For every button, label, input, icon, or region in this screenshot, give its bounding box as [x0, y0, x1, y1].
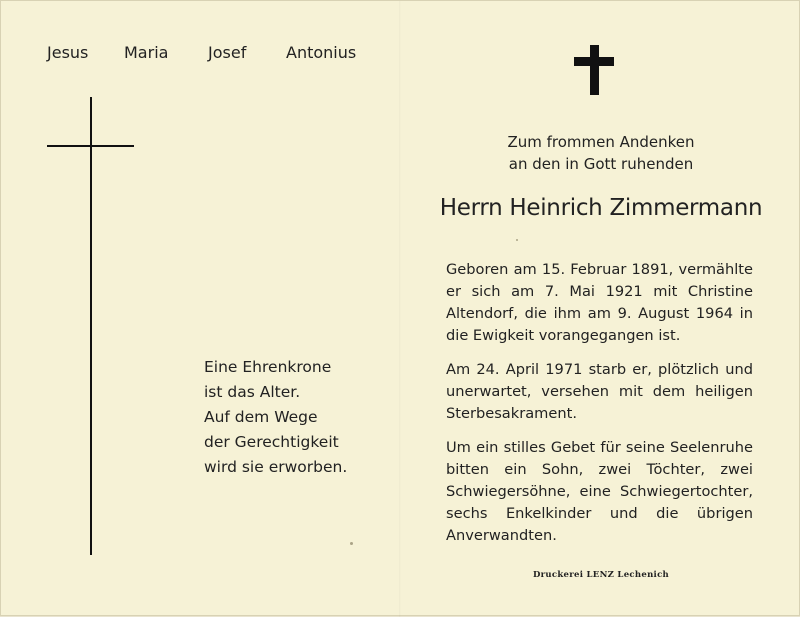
paper-speck	[350, 542, 353, 545]
small-cross-horizontal	[574, 57, 614, 66]
deceased-name: Herrn Heinrich Zimmermann	[439, 195, 763, 221]
verse-line: Auf dem Wege	[204, 408, 318, 426]
paper-speck	[516, 239, 518, 241]
biography	[446, 259, 753, 559]
name-maria: Maria	[124, 43, 169, 62]
bio-paragraph: Um ein stilles Gebet für seine Seelenruhe bitten ein Sohn, zwei Töchter, zwei Schwiegersöhne, eine Schwiegertochter, sechs Enkelkinder und die übrigen Anverwandten.	[446, 439, 753, 544]
verse	[204, 355, 384, 480]
verse-line: wird sie erworben.	[204, 458, 348, 476]
name-antonius: Antonius	[286, 43, 357, 62]
small-cross-icon	[574, 45, 614, 95]
verse-line: ist das Alter.	[204, 383, 301, 401]
bio-paragraph: Am 24. April 1971 starb er, plötzlich und unerwartet, versehen mit dem heiligen Sterbesakrament.	[446, 361, 753, 422]
verse-line: der Gerechtigkeit	[204, 433, 339, 451]
small-cross-vertical	[590, 45, 599, 95]
holy-names	[1, 43, 401, 63]
card-fold	[399, 1, 401, 617]
memorial-line: Zum frommen Andenken	[507, 133, 695, 151]
memorial-heading	[421, 131, 781, 175]
verse-line: Eine Ehrenkrone	[204, 358, 332, 376]
bio-paragraph: Geboren am 15. Februar 1891, vermählte er sich am 7. Mai 1921 mit Christine Altendorf, die ihm am 9. August 1964 in die Ewigkeit vorangegangen ist.	[446, 261, 753, 344]
large-cross-vertical	[90, 97, 92, 555]
name-jesus: Jesus	[47, 43, 89, 62]
memorial-line: an den in Gott ruhenden	[508, 155, 694, 173]
printer-imprint: Druckerei LENZ Lechenich	[532, 570, 670, 580]
name-josef: Josef	[208, 43, 247, 62]
large-cross-horizontal	[47, 145, 134, 147]
